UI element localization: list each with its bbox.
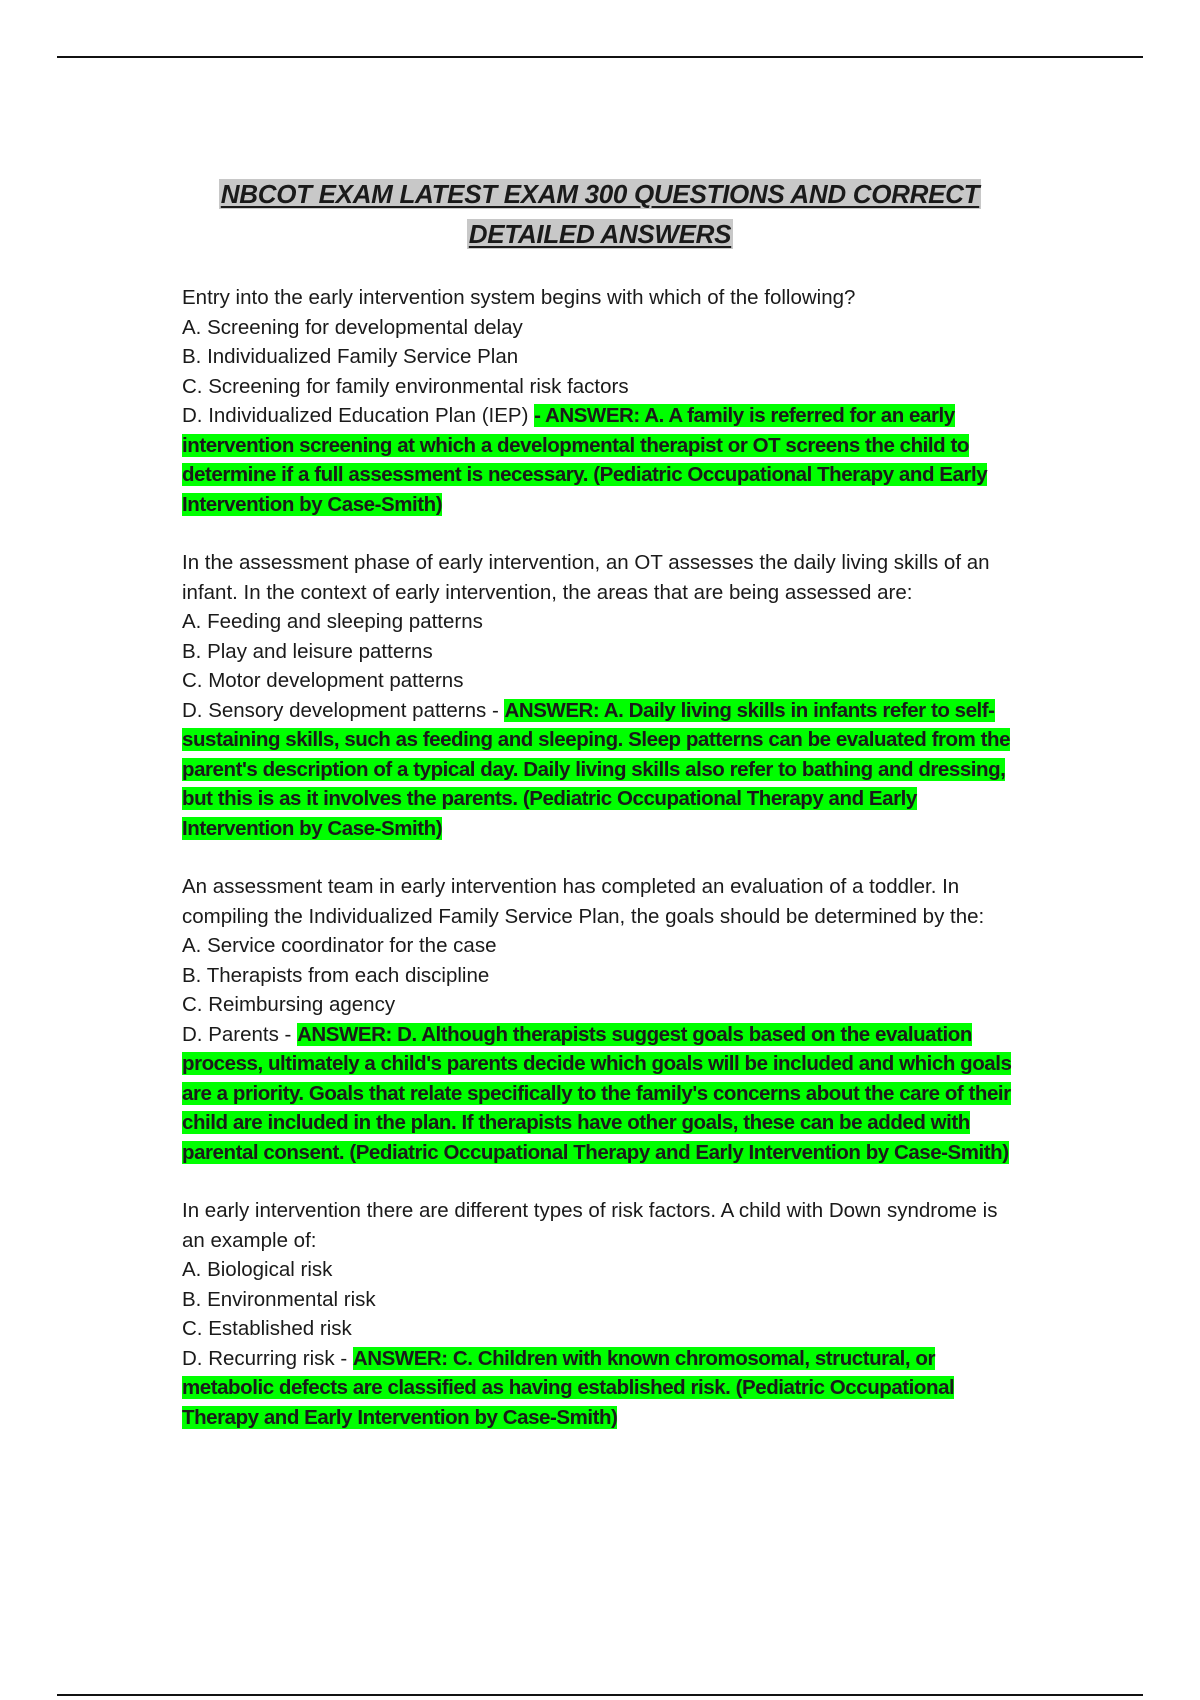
- option-c: C. Motor development patterns: [182, 669, 464, 692]
- answer-highlight: ANSWER: A. Daily living skills in infants refer to self-sustaining skills, such as feeding and sleeping. Sleep patterns can be evaluated from the parent's description of a typical day. Daily living skills also refer to bathing and dressing, but this is as it involves the parents. (Pediatric Occupational Therapy and Early Intervention by Case-Smith): [182, 698, 1011, 840]
- option-a: A. Service coordinator for the case: [182, 934, 497, 957]
- option-b: B. Play and leisure patterns: [182, 639, 433, 663]
- option-d: D. Sensory development patterns -: [182, 698, 499, 722]
- answer-paragraph: [182, 401, 1014, 519]
- question-block-3: [182, 872, 1014, 1167]
- option-d: D. Parents -: [182, 1022, 292, 1046]
- question-text: Entry into the early intervention system begins with which of the following?: [182, 286, 856, 309]
- answer-paragraph: [182, 1020, 1014, 1168]
- option-c: C. Established risk: [182, 1317, 352, 1340]
- question-block-2: [182, 548, 1014, 843]
- option-c: C. Reimbursing agency: [182, 993, 396, 1016]
- option-a: A. Screening for developmental delay: [182, 315, 523, 339]
- option-b: B. Environmental risk: [182, 1287, 376, 1311]
- question-text: An assessment team in early intervention has completed an evaluation of a toddler. In compiling the Individualized Family Service Plan, the goals should be determined by the:: [182, 875, 985, 928]
- option-a: A. Biological risk: [182, 1258, 333, 1281]
- question-block-4: [182, 1196, 1014, 1432]
- question-text: In early intervention there are different types of risk factors. A child with Down syndrome is an example of:: [182, 1199, 998, 1252]
- title-line-1: NBCOT EXAM LATEST EXAM 300 QUESTIONS AND CORRECT: [220, 179, 980, 209]
- footer-rule: [57, 1694, 1143, 1696]
- question-block-1: [182, 283, 1014, 519]
- option-c: C. Screening for family environmental risk factors: [182, 374, 629, 398]
- answer-highlight: - ANSWER: A. A family is referred for an early intervention screening at which a developmental therapist or OT screens the child to determine if a full assessment is necessary. (Pediatric Occupational Therapy and Early Intervention by Case-Smith): [182, 404, 988, 516]
- question-text: In the assessment phase of early intervention, an OT assesses the daily living skills of an infant. In the context of early intervention, the areas that are being assessed are:: [182, 551, 990, 604]
- title-line-2: DETAILED ANSWERS: [468, 219, 732, 249]
- answer-paragraph: [182, 1344, 1014, 1433]
- option-b: B. Therapists from each discipline: [182, 963, 490, 987]
- option-d: D. Recurring risk -: [182, 1346, 348, 1370]
- option-b: B. Individualized Family Service Plan: [182, 345, 519, 368]
- header-rule: [57, 56, 1143, 58]
- option-d: D. Individualized Education Plan (IEP): [182, 404, 529, 427]
- option-a: A. Feeding and sleeping patterns: [182, 610, 483, 633]
- document-title: [170, 174, 1030, 254]
- question-list: [182, 283, 1014, 1461]
- answer-highlight: ANSWER: C. Children with known chromosomal, structural, or metabolic defects are classified as having established risk. (Pediatric Occupational Therapy and Early Intervention by Case-Smith): [182, 1346, 955, 1429]
- answer-paragraph: [182, 696, 1014, 844]
- answer-highlight: ANSWER: D. Although therapists suggest goals based on the evaluation process, ultimately a child's parents decide which goals will be included and which goals are a priority. Goals that relate specifically to the family's concerns about the care of their child are included in the plan. If therapists have other goals, these can be added with parental consent. (Pediatric Occupational Therapy and Early Intervention by Case-Smith): [182, 1022, 1012, 1164]
